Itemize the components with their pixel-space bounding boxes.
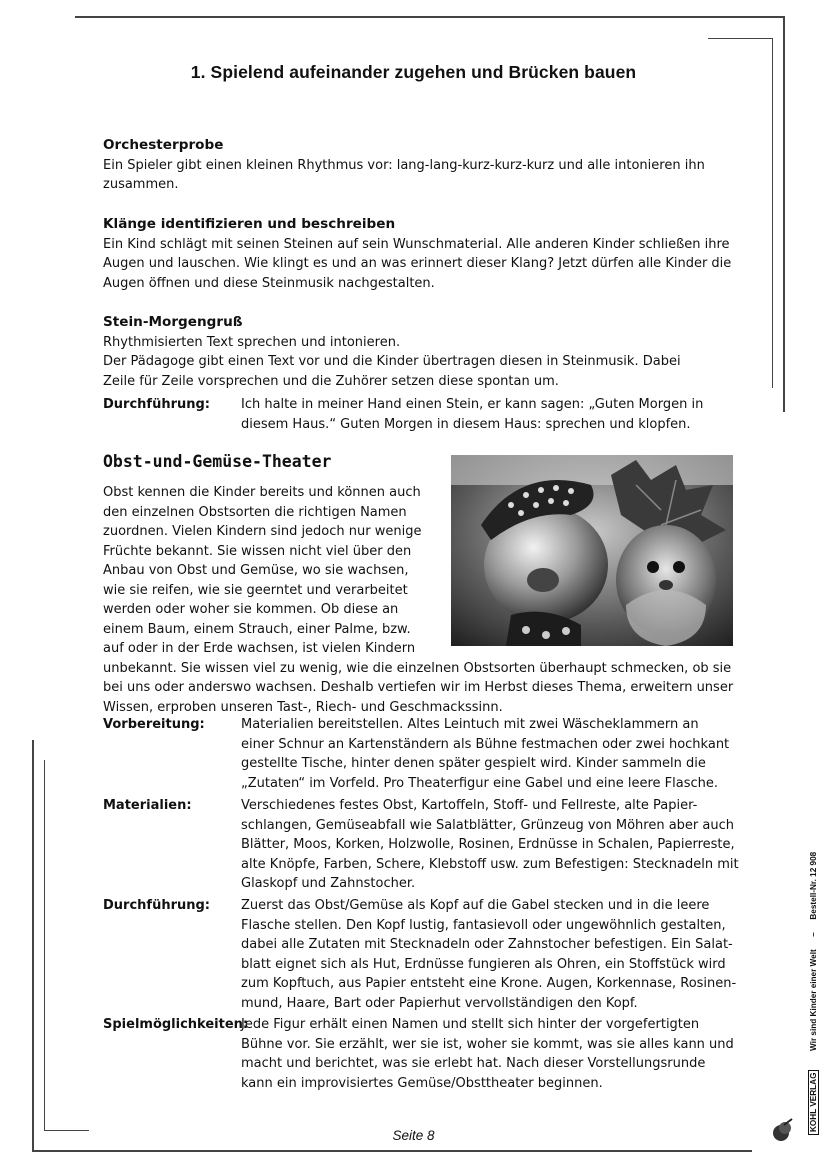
theater-heading: Obst-und-Gemüse-Theater [103,452,332,471]
frame-right-line-inner [772,38,773,388]
frame-top-line-inner [708,38,773,39]
section-heading: Orchesterprobe [103,137,224,153]
item-vorbereitung [103,715,743,795]
side-order-number: Bestell-Nr. 12 908 [809,851,818,920]
value-line: Verschiedenes festes Obst, Kartoffeln, Stoff- und Fellreste, alte Papier- [241,798,698,813]
value-line: Jede Figur erhält einen Namen und stellt sich hinter der vorgefertigten [241,1017,700,1032]
value-line: Bühne vor. Sie erzählt, wer sie ist, woher sie kommt, was sie alles kann und [241,1036,734,1052]
paragraph-line: Früchte bekannt. Sie wissen nicht viel über den [103,543,412,559]
value-line: schlangen, Gemüseabfall wie Salatblätter, Grünzeug von Möhren aber auch [241,817,734,833]
value-materialien [241,796,739,894]
value-spielmoeglichkeiten [241,1015,734,1093]
value-line: mund, Haare, Bart oder Papierhut vervollständigen den Kopf. [241,995,638,1011]
value-line: Flasche stellen. Den Kopf lustig, fantasievoll oder ungewöhnlich gestalten, [241,917,726,933]
frame-top-line [75,16,784,18]
value-line: Glaskopf und Zahnstocher. [241,876,416,891]
frame-left-line [32,740,34,1150]
paragraph-line: auf oder in der Erde wachsen, ist vielen Kindern [103,641,416,656]
section-heading: Klänge identifizieren und beschreiben [103,216,396,232]
item-materialien [103,796,743,896]
paragraph-line: werden oder woher sie kommen. Ob diese an [103,602,399,617]
value-line: Zuerst das Obst/Gemüse als Kopf auf die Gabel stecken und in die leere [241,898,710,913]
label-spielmoeglichkeiten: Spielmöglichkeiten: [103,1017,249,1032]
paragraph-line: unbekannt. Sie wissen viel zu wenig, wie die einzelnen Obstsorten überhaupt schmecken, ob sie [103,660,732,676]
frame-left-line-inner [44,760,45,1130]
page-number: Seite 8 [392,1128,435,1143]
side-separator: – [809,932,818,937]
value-line: zum Kopftuch, aus Papier entsteht eine Krone. Augen, Korkennase, Rosinen- [241,976,737,991]
value-line: kann ein improvisiertes Gemüse/Obsttheater beginnen. [241,1075,603,1091]
page-title: 1. Spielend aufeinander zugehen und Brücken bauen [190,62,637,82]
paragraph-line: Augen öffnen und diese Steinmusik nachgestalten. [103,275,435,291]
paragraph-line: einem Baum, einem Strauch, einer Palme, bzw. [103,621,411,637]
paragraph-line: Ein Kind schlägt mit seinen Steinen auf sein Wunschmaterial. Alle anderen Kinder schließen ihre [103,236,730,252]
label-vorbereitung: Vorbereitung: [103,717,205,732]
value-vorbereitung [241,715,729,793]
frame-bottom-line [32,1150,752,1152]
paragraph-line: Anbau von Obst und Gemüse, wo sie wachsen, [103,563,409,578]
paragraph-line: Der Pädagoge gibt einen Text vor und die Kinder übertragen diesen in Steinmusik. Dabei [103,354,681,369]
morgengruss-durchfuehrung [103,395,743,435]
side-title: Wir sind Kinder einer Welt [809,949,818,1051]
value-line: alte Knöpfe, Farben, Schere, Klebstoff usw. zum Befestigen: Stecknadeln mit [241,856,739,872]
value-durchfuehrung [241,395,703,434]
value-line: dabei alle Zutaten mit Stecknadeln oder Zahnstocher befestigen. Ein Salat- [241,937,733,952]
value-line: diesem Haus.“ Guten Morgen in diesem Haus: sprechen und klopfen. [241,416,691,432]
item-durchfuehrung [103,896,743,1016]
side-imprint [808,852,819,1135]
paragraph-line: Zeile für Zeile vorsprechen und die Zuhörer setzen diese spontan um. [103,373,559,389]
value-durchfuehrung [241,896,736,1013]
section-orchesterprobe [103,136,743,195]
value-line: Materialien bereitstellen. Altes Leintuch mit zwei Wäscheklammern an [241,717,699,732]
value-line: gestellte Tische, hinter denen später gespielt wird. Kinder sammeln die [241,756,706,771]
paragraph-line: Wissen, erproben unseren Tast-, Riech- und Geschmackssinn. [103,699,503,715]
publisher-logo-icon [770,1117,796,1147]
paragraph-line: wie sie reifen, wie sie geerntet und verarbeitet [103,582,408,598]
theater-intro [103,483,743,717]
section-morgengruss [103,313,743,391]
value-line: macht und berichtet, was sie erlebt hat. Nach dieser Vorstellungsrunde [241,1056,706,1071]
paragraph-line: Ein Spieler gibt einen kleinen Rhythmus vor: lang-lang-kurz-kurz-kurz und alle intonieren ihn [103,157,705,173]
value-line: einer Schnur an Kartenständern als Bühne festmachen oder zwei hochkant [241,736,730,752]
label-materialien: Materialien: [103,798,192,813]
paragraph-line: zusammen. [103,177,179,192]
paragraph-line: zuordnen. Vielen Kindern sind jedoch nur wenige [103,524,422,539]
frame-right-line [783,16,785,412]
side-publisher: KOHL VERLAG [808,1070,819,1135]
item-spielmoeglichkeiten [103,1015,743,1095]
paragraph-line: Rhythmisierten Text sprechen und intonieren. [103,334,401,350]
paragraph-line: Augen und lauschen. Wie klingt es und an was erinnert dieser Klang? Jetzt dürfen alle Kinder die [103,256,732,271]
section-klaenge [103,215,743,293]
label-durchfuehrung: Durchführung: [103,397,211,412]
paragraph-line: den einzelnen Obstsorten die richtigen Namen [103,504,407,520]
value-line: blatt eignet sich als Hut, Erdnüsse fungieren als Ohren, ein Stoffstück wird [241,956,726,972]
label-durchfuehrung: Durchführung: [103,898,211,913]
value-line: Blätter, Moos, Korken, Holzwolle, Rosinen, Erdnüsse in Schalen, Papierreste, [241,837,735,852]
section-heading: Stein-Morgengruß [103,314,243,330]
paragraph-line: bei uns oder anderswo wachsen. Deshalb vertiefen wir im Herbst dieses Thema, erweitern unser [103,680,734,695]
paragraph-line: Obst kennen die Kinder bereits und können auch [103,485,421,500]
value-line: Ich halte in meiner Hand einen Stein, er kann sagen: „Guten Morgen in [241,397,704,412]
value-line: „Zutaten“ im Vorfeld. Pro Theaterfigur eine Gabel und eine leere Flasche. [241,775,718,791]
